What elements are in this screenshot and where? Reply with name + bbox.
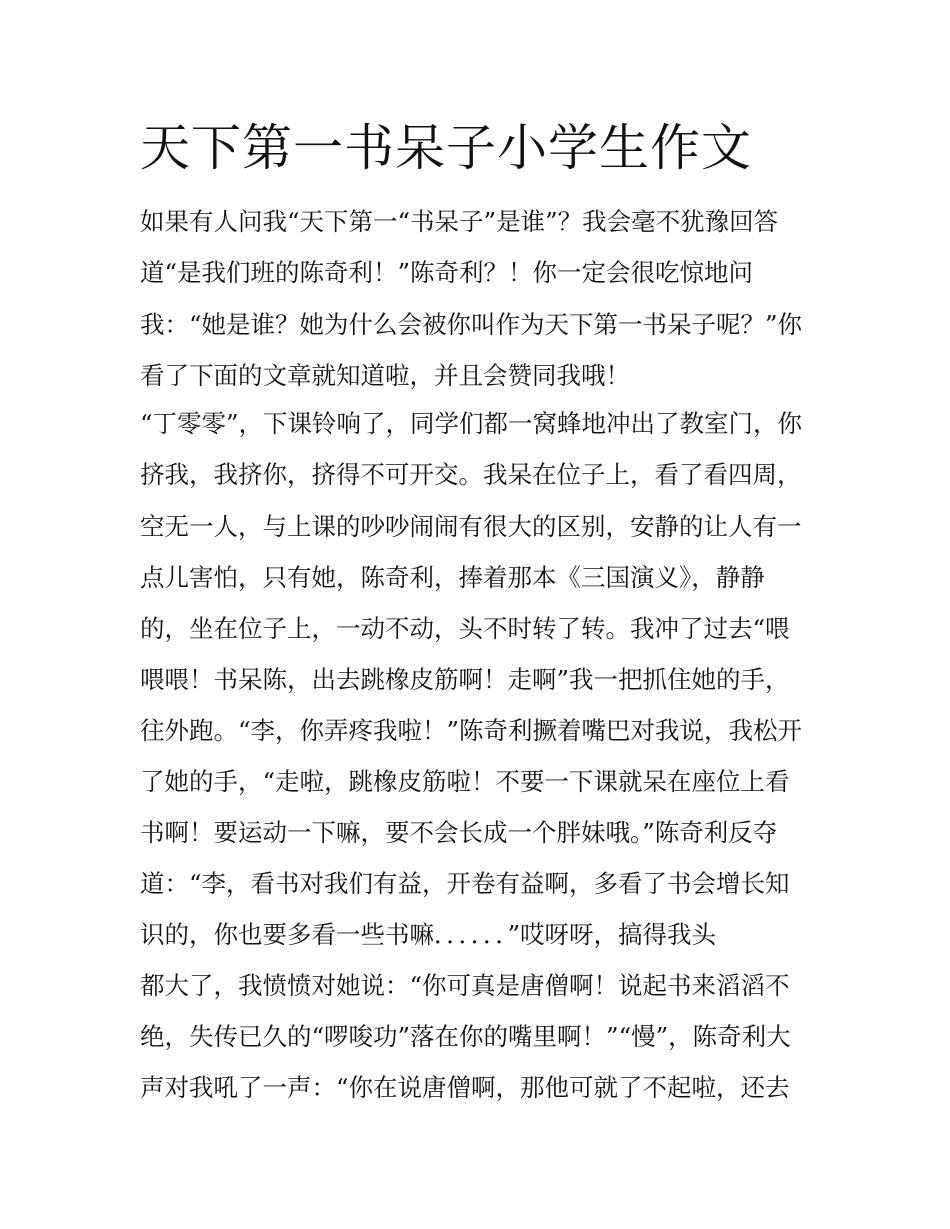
text-line-8: 点儿害怕，只有她，陈奇利，捧着那本《三国演义》，静静	[140, 563, 765, 592]
text-line-13: 书啊！要运动一下嘛，要不会长成一个胖妹哦。”陈奇利反夺	[140, 818, 778, 847]
text-line-9: 的，坐在位子上，一动不动，头不时转了转。我冲了过去“喂	[140, 614, 790, 643]
text-line-17: 绝，失传已久的“啰唆功”落在你的嘴里啊！”“慢”，陈奇利大	[140, 1022, 791, 1051]
text-line-18: 声对我吼了一声：“你在说唐僧啊，那他可就了不起啦，还去	[140, 1073, 790, 1102]
text-line-4: 看了下面的文章就知道啦，并且会赞同我哦！	[140, 361, 630, 390]
text-line-5: “丁零零”，下课铃响了，同学们都一窝蜂地冲出了教室门，你	[140, 409, 803, 438]
text-line-6: 挤我，我挤你，挤得不可开交。我呆在位子上，看了看四周，	[140, 460, 802, 489]
document-title: 天下第一书呆子小学生作文	[140, 119, 752, 177]
text-line-10: 喂喂！书呆陈，出去跳橡皮筋啊！走啊”我一把抓住她的手，	[140, 665, 790, 694]
text-line-3: 我：“她是谁？她为什么会被你叫作为天下第一书呆子呢？”你	[140, 310, 803, 339]
text-line-12: 了她的手，“走啦，跳橡皮筋啦！不要一下课就呆在座位上看	[140, 767, 790, 796]
text-line-7: 空无一人，与上课的吵吵闹闹有很大的区别，安静的让人有一	[140, 512, 802, 541]
text-line-2: 道“是我们班的陈奇利！”陈奇利？！你一定会很吃惊地问	[140, 258, 754, 287]
text-line-14: 道：“李，看书对我们有益，开卷有益啊，多看了书会增长知	[140, 869, 790, 898]
text-line-11: 往外跑。“李，你弄疼我啦！”陈奇利撅着嘴巴对我说，我松开	[140, 716, 803, 745]
text-line-15: 识的，你也要多看一些书嘛．．．．．．”哎呀呀，搞得我头	[140, 920, 717, 949]
text-line-16: 都大了，我愤愤对她说：“你可真是唐僧啊！说起书来滔滔不	[140, 971, 790, 1000]
text-line-1: 如果有人问我“天下第一“书呆子”是谁”？我会毫不犹豫回答	[140, 207, 779, 236]
